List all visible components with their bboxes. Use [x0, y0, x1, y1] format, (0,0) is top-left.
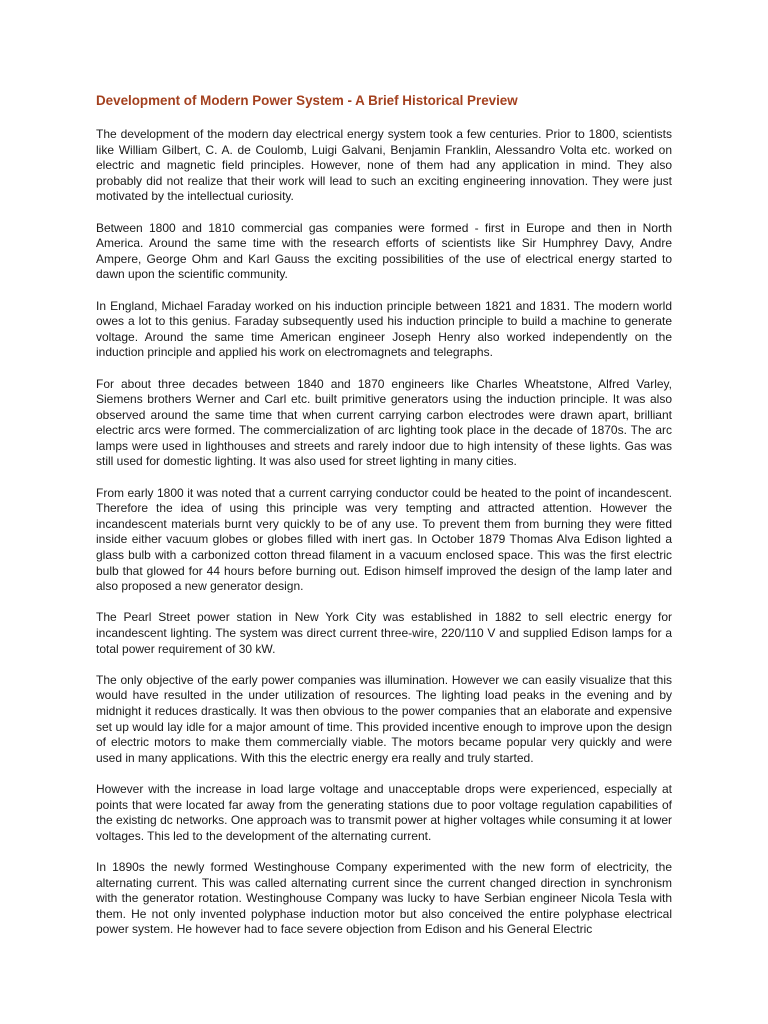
paragraph-7: The only objective of the early power companies was illumination. However we can easily visualize that this would have resulted in the under utilization of resources. The lighting load peaks in the evening and by midnight it reduces drastically. It was then obvious to the power companies that an elaborate and expensive set up would lay idle for a major amount of time. This provided incentive enough to improve upon the design of electric motors to make them commercially viable. The motors became popular very quickly and were used in many applications. With this the electric energy era really and truly started. [96, 672, 672, 765]
paragraph-1: The development of the modern day electrical energy system took a few centuries. Prior to 1800, scientists like William Gilbert, C. A. de Coulomb, Luigi Galvani, Benjamin Franklin, Alessandro Volta etc. worked on electric and magnetic field principles. However, none of them had any application in mind. They also probably did not realize that their work will lead to such an exciting engineering innovation. They were just motivated by the intellectual curiosity. [96, 127, 672, 204]
paragraph-2: Between 1800 and 1810 commercial gas companies were formed - first in Europe and then in North America. Around the same time with the research efforts of scientists like Sir Humphrey Davy, Andre Ampere, George Ohm and Karl Gauss the exciting possibilities of the use of electrical energy started to dawn upon the scientific community. [96, 220, 672, 282]
paragraph-6: The Pearl Street power station in New York City was established in 1882 to sell electric energy for incandescent lighting. The system was direct current three-wire, 220/110 V and supplied Edison lamps for a total power requirement of 30 kW. [96, 610, 672, 656]
paragraph-8: However with the increase in load large voltage and unacceptable drops were experienced, especially at points that were located far away from the generating stations due to poor voltage regulation capabilities of the existing dc networks. One approach was to transmit power at higher voltages while consuming it at lower voltages. This led to the development of the alternating current. [96, 781, 672, 843]
document-title: Development of Modern Power System - A Brief Historical Preview [96, 93, 518, 108]
document-page [96, 92, 672, 953]
paragraph-4: For about three decades between 1840 and 1870 engineers like Charles Wheatstone, Alfred Varley, Siemens brothers Werner and Carl etc. built primitive generators using the induction principle. It was also observed around the same time that when current carrying carbon electrodes were drawn apart, brilliant electric arcs were formed. The commercialization of arc lighting took place in the decade of 1870s. The arc lamps were used in lighthouses and streets and rarely indoor due to high intensity of these lights. Gas was still used for domestic lighting. It was also used for street lighting in many cities. [96, 376, 672, 469]
paragraph-5: From early 1800 it was noted that a current carrying conductor could be heated to the point of incandescent. Therefore the idea of using this principle was very tempting and attracted attention. However the incandescent materials burnt very quickly to be of any use. To prevent them from burning they were fitted inside either vacuum globes or globes filled with inert gas. In October 1879 Thomas Alva Edison lighted a glass bulb with a carbonized cotton thread filament in a vacuum enclosed space. This was the first electric bulb that glowed for 44 hours before burning out. Edison himself improved the design of the lamp later and also proposed a new generator design. [96, 485, 672, 594]
paragraph-3: In England, Michael Faraday worked on his induction principle between 1821 and 1831. The modern world owes a lot to this genius. Faraday subsequently used his induction principle to build a machine to generate voltage. Around the same time American engineer Joseph Henry also worked independently on the induction principle and applied his work on electromagnets and telegraphs. [96, 298, 672, 360]
paragraph-9: In 1890s the newly formed Westinghouse Company experimented with the new form of electricity, the alternating current. This was called alternating current since the current changed direction in synchronism with the generator rotation. Westinghouse Company was lucky to have Serbian engineer Nicola Tesla with them. He not only invented polyphase induction motor but also conceived the entire polyphase electrical power system. He however had to face severe objection from Edison and his General Electric [96, 859, 672, 937]
